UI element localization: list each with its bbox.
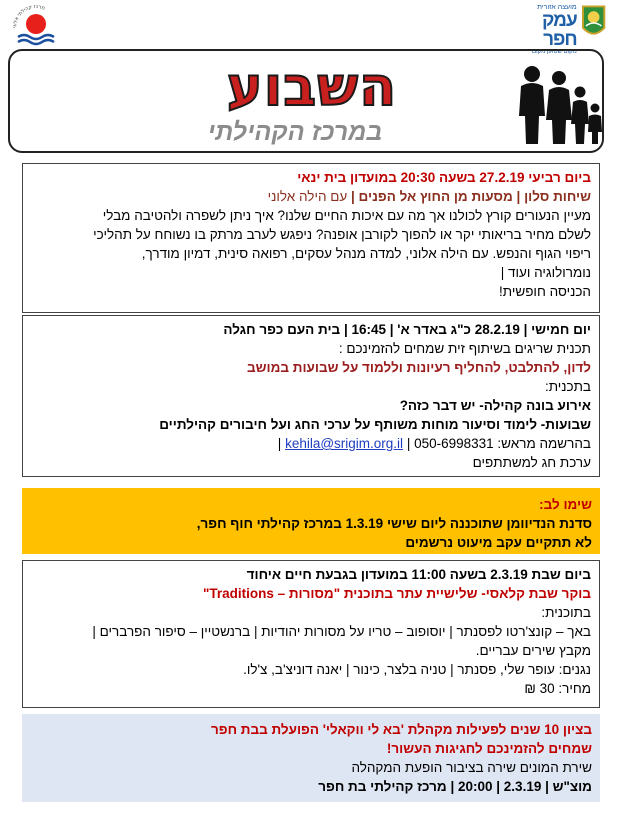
logo-council-slogan: מקום שטוען מקום xyxy=(532,49,577,55)
event2-separator: | xyxy=(277,436,286,451)
event1-datetime: ביום רביעי 27.2.19 בשעה 20:30 במועדון בית ינאי xyxy=(297,170,591,185)
logo-left-text: מרכז קהילתי אלוני xyxy=(11,4,46,29)
event2-phone: בהרשמה מראש: 050-6998331 | xyxy=(406,436,591,451)
event2-registration xyxy=(31,434,591,453)
event2-program-item-2: שבועות- לימוד וסיעור מוחות משותף על ערכי החג ועל חיבורים קהילתיים xyxy=(159,417,591,432)
event1-title-line xyxy=(31,187,591,206)
event1-title: שיחות סלון | מסעות מן החוץ אל הפנים | xyxy=(351,189,591,204)
event-salon-talks xyxy=(22,163,600,313)
event2-datetime: יום חמישי | 28.2.19 כ"ג באדר א' | 16:45 | בית העם כפר חגלה xyxy=(223,322,591,337)
event2-email-link[interactable]: kehila@srigim.org.il xyxy=(285,436,404,451)
emek-hefer-emblem-icon xyxy=(581,4,606,40)
event2-program-label: בתכנית: xyxy=(544,379,591,394)
event5-description: שירת המונים שירה בציבור הופעת המקהלה xyxy=(351,760,592,775)
notice-heading: שימו לב: xyxy=(539,497,592,512)
sun-wave-logo-icon xyxy=(10,4,62,48)
event4-datetime: ביום שבת 2.3.19 בשעה 11:00 במועדון בגבעת חיים איחוד xyxy=(246,567,591,582)
event1-entry: הכניסה חופשית! xyxy=(499,284,591,299)
family-icon xyxy=(516,62,602,146)
event5-headline-2: שמחים להזמינכם לחגיגות העשור! xyxy=(386,741,592,756)
event4-title-hebrew: בוקר שבת קלאסי- שלישיית עתר בתוכנית "מסורות – xyxy=(273,586,591,601)
event1-desc-3: ריפוי הגוף והנפש. עם הילה אלוני, למדה מנהל עסקים, רפואה סינית, דמיון מודרך, xyxy=(141,246,591,261)
event4-price: מחיר: 30 ₪ xyxy=(524,681,591,696)
event4-title-english: Traditions xyxy=(209,586,274,601)
event2-program-item-1: אירוע בונה קהילה- יש דבר כזה? xyxy=(399,398,591,413)
community-center-logo xyxy=(10,4,62,48)
emek-hefer-logo xyxy=(506,4,606,55)
logo-council-name: עמק חפר xyxy=(541,10,577,50)
page-subtitle: במרכז הקהילתי xyxy=(207,118,383,146)
event1-desc-2: לשלם מחיר בריאותי יקר או להפוך לקורבן אופנה? ניפגש לערב מרתק בו נשוחח על תהליכי xyxy=(93,227,591,242)
event5-headline-1: בציון 10 שנים לפעילות מקהלת 'בא לי ווקאלי' הפועלת בבת חפר xyxy=(210,722,592,737)
event1-host: עם הילה אלוני xyxy=(267,189,352,204)
event4-program-label: בתוכנית: xyxy=(541,605,591,620)
logo-council-label: מועצה אזורית xyxy=(537,4,577,11)
event5-datetime: מוצ"ש | 2.3.19 | 20:00 | מרכז קהילתי בת חפר xyxy=(318,779,592,794)
event4-title-quote: " xyxy=(202,586,210,601)
event4-title xyxy=(31,584,591,603)
event2-invite: תכנית שריגים בשיתוף זית שמחים להזמינכם : xyxy=(338,341,591,356)
event1-desc-4: נומרולוגיה ועוד | xyxy=(500,265,591,280)
event4-program-1: באך – קונצ'רטו לפסנתר | יוסופוב – טריו על מסורות יהודיות | ברנשטיין – סיפור הפרברים | xyxy=(92,624,591,639)
cancellation-notice xyxy=(22,488,600,554)
event-classic-saturday xyxy=(22,560,600,708)
page-title: השבוע xyxy=(226,55,398,118)
event-choir-anniversary xyxy=(22,714,600,802)
event4-program-2: מקבץ שירים עבריים. xyxy=(475,643,591,658)
event-shavuot-srigim xyxy=(22,315,600,477)
notice-line-2: לא תתקיים עקב מיעוט נרשמים xyxy=(405,535,592,550)
event2-kit: ערכת חג למשתתפים xyxy=(472,455,591,470)
event4-musicians: נגנים: עופר שלי, פסנתר | טניה בלצר, כינור | יאנה דוניצ'ב, צ'לו. xyxy=(243,662,591,677)
notice-line-1: סדנת הנדיוומן שתוכננה ליום שישי 1.3.19 במרכז קהילתי חוף חפר, xyxy=(196,516,592,531)
event2-headline: לדון, להתלבט, להחליף רעיונות וללמוד על שבועות במושב xyxy=(247,360,591,375)
event1-desc-1: מעיין הנעורים קורץ לכולנו אך מה עם איכות החיים שלנו? איך ניתן לשפרה ולהטיבה מבלי xyxy=(102,208,591,223)
